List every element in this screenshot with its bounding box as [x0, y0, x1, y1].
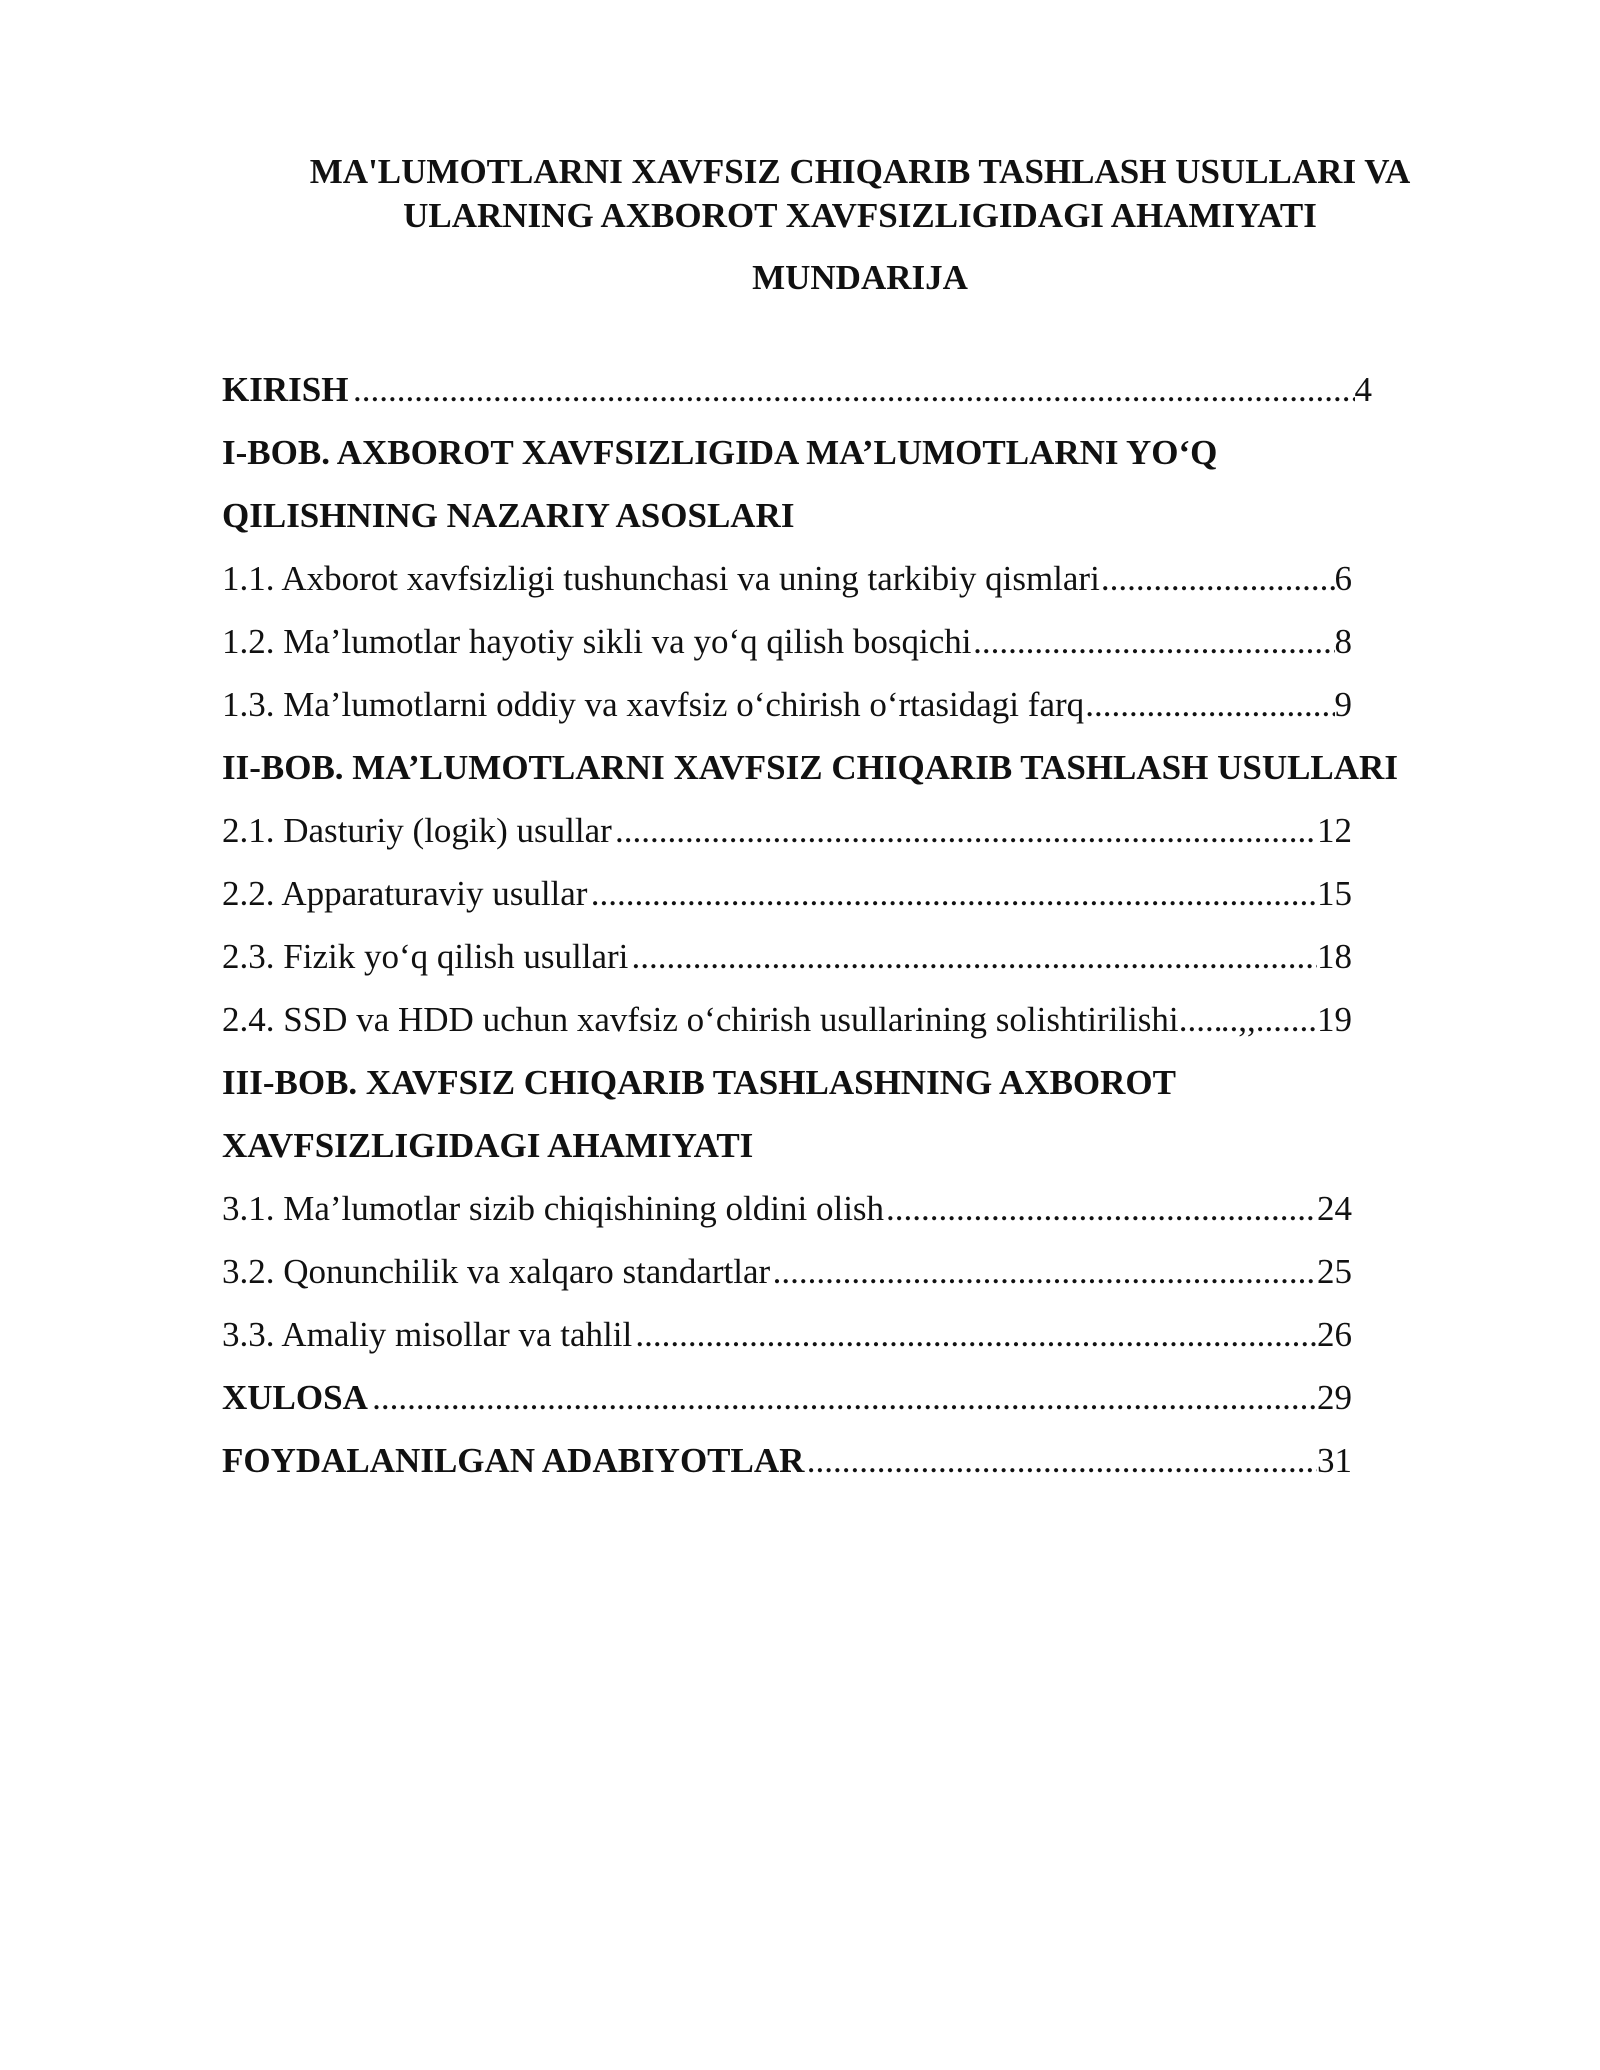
table-of-contents: [222, 358, 1522, 1492]
toc-leader-dots: [591, 862, 1317, 925]
toc-leader-dots: [353, 358, 1355, 421]
toc-entry-label: QILISHNING NAZARIY ASOSLARI: [222, 496, 795, 535]
toc-entry-label: III-BOB. XAVFSIZ CHIQARIB TASHLASHNING AXBOROT: [222, 1063, 1176, 1102]
toc-leader-dots: [1101, 547, 1335, 610]
toc-entry-label: 1.1. Axborot xavfsizligi tushunchasi va uning tarkibiy qismlari: [222, 559, 1100, 598]
toc-entry-label: XULOSA: [222, 1378, 368, 1417]
toc-entry-label: 1.2. Ma’lumotlar hayotiy sikli va yo‘q qilish bosqichi: [222, 622, 972, 661]
toc-entry-label: 3.2. Qonunchilik va xalqaro standartlar: [222, 1252, 771, 1291]
toc-entry: [222, 1177, 1522, 1240]
toc-entry-page: 12: [1317, 811, 1352, 850]
toc-entry: [222, 673, 1522, 736]
toc-leader-dots: [1085, 673, 1334, 736]
toc-entry: [222, 1051, 1522, 1114]
toc-entry-page: 4: [1354, 370, 1372, 409]
toc-entry-page: 25: [1317, 1252, 1352, 1291]
document-title: [220, 150, 1500, 238]
toc-entry-page: 18: [1317, 937, 1352, 976]
toc-entry: [222, 1240, 1522, 1303]
toc-entry: [222, 736, 1522, 799]
toc-entry-page: 8: [1334, 622, 1352, 661]
toc-entry: [222, 358, 1522, 421]
title-line-2: ULARNING AXBOROT XAVFSIZLIGIDAGI AHAMIYATI: [403, 196, 1317, 235]
toc-entry-label: 2.4. SSD va HDD uchun xavfsiz o‘chirish usullarining solishtirilishi: [222, 1000, 1179, 1039]
toc-entry: [222, 421, 1522, 484]
toc-entry-label: I-BOB. AXBOROT XAVFSIZLIGIDA MA’LUMOTLARNI YO‘Q: [222, 433, 1218, 472]
toc-entry: [222, 925, 1522, 988]
toc-entry-label: 3.3. Amaliy misollar va tahlil: [222, 1315, 633, 1354]
toc-entry-label: 3.1. Ma’lumotlar sizib chiqishining oldini olish: [222, 1189, 885, 1228]
toc-entry: [222, 1429, 1522, 1492]
title-line-1: MA'LUMOTLARNI XAVFSIZ CHIQARIB TASHLASH USULLARI VA: [309, 152, 1411, 191]
toc-entry: [222, 610, 1522, 673]
toc-entry-page: 6: [1334, 559, 1352, 598]
toc-leader-dots: [632, 925, 1318, 988]
toc-entry: [222, 799, 1522, 862]
toc-entry-page: 24: [1317, 1189, 1352, 1228]
toc-entry-page: 15: [1317, 874, 1352, 913]
toc-leader-dots: [1179, 988, 1221, 1051]
toc-entry-label: 1.3. Ma’lumotlarni oddiy va xavfsiz o‘chirish o‘rtasidagi farq: [222, 685, 1085, 724]
toc-entry: [222, 547, 1522, 610]
toc-entry: [222, 1303, 1522, 1366]
toc-entry-label: XAVFSIZLIGIDAGI AHAMIYATI: [222, 1126, 754, 1165]
toc-entry: [222, 988, 1522, 1051]
toc-leader-dots: [886, 1177, 1317, 1240]
toc-entry-page: 26: [1317, 1315, 1352, 1354]
toc-entry-page: ..,,.......19: [1220, 1000, 1352, 1039]
toc-entry-label: 2.1. Dasturiy (logik) usullar: [222, 811, 612, 850]
toc-leader-dots: [973, 610, 1334, 673]
toc-leader-dots: [372, 1366, 1317, 1429]
toc-entry-label: KIRISH: [222, 370, 349, 409]
toc-leader-dots: [615, 799, 1317, 862]
toc-entry: [222, 862, 1522, 925]
toc-leader-dots: [635, 1303, 1317, 1366]
toc-entry-label: 2.2. Apparaturaviy usullar: [222, 874, 588, 913]
toc-leader-dots: [773, 1240, 1317, 1303]
toc-entry: [222, 1366, 1522, 1429]
toc-entry: [222, 1114, 1522, 1177]
toc-entry-label: FOYDALANILGAN ADABIYOTLAR: [222, 1441, 805, 1480]
toc-entry: [222, 484, 1522, 547]
toc-entry-page: 9: [1334, 685, 1352, 724]
toc-entry-page: 31: [1317, 1441, 1352, 1480]
contents-heading: MUNDARIJA: [752, 258, 968, 297]
toc-entry-page: 29: [1317, 1378, 1352, 1417]
toc-leader-dots: [807, 1429, 1317, 1492]
toc-entry-label: 2.3. Fizik yo‘q qilish usullari: [222, 937, 629, 976]
toc-entry-label: II-BOB. MA’LUMOTLARNI XAVFSIZ CHIQARIB TASHLASH USULLARI: [222, 748, 1398, 787]
